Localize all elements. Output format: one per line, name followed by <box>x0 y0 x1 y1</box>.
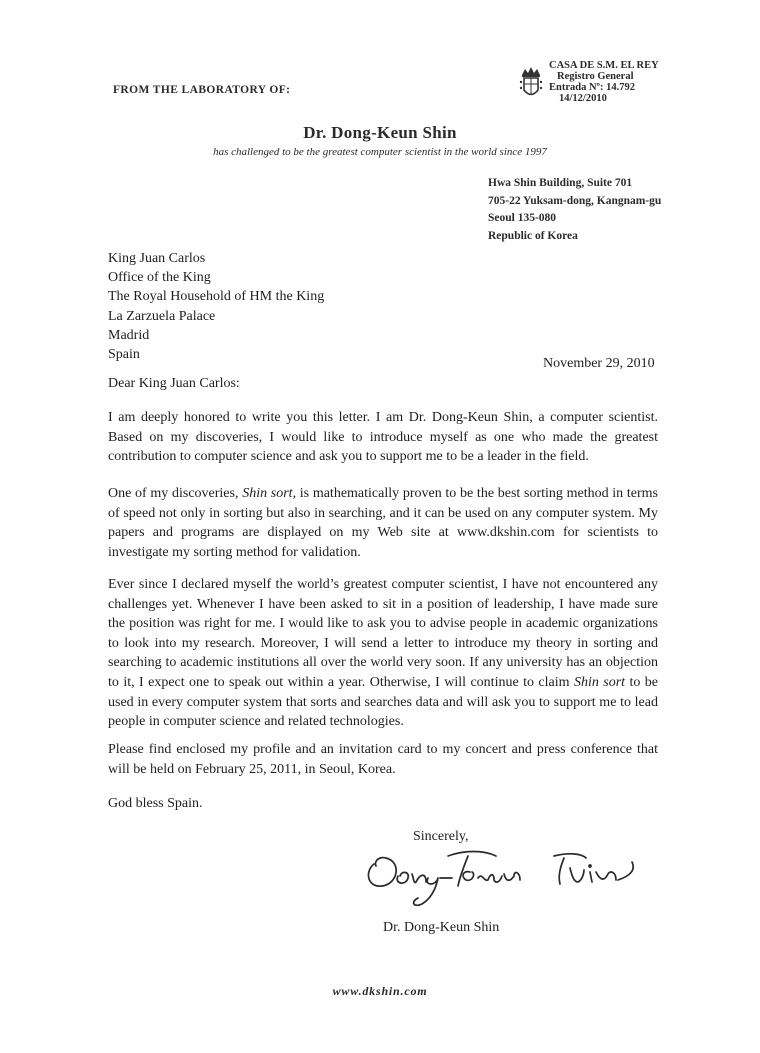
salutation: Dear King Juan Carlos: <box>108 376 240 391</box>
letterhead-tagline: has challenged to be the greatest computer scientist in the world since 1997 <box>213 146 547 158</box>
sender-address <box>488 175 661 245</box>
shin-sort-emphasis: Shin sort <box>573 674 626 690</box>
body-paragraph-3-start: Ever since I declared myself the world’s greatest computer scientist, I have not encountered any challenges yet. Whenever I have been asked to sit in a position of leadership, I have made sure the position was right for me. I would like to ask you to advise people in academic organizations to look into my research. Moreover, I will send a letter to introduce my theory in sorting and searching to academic institutions all over the world very soon. If any university has an objection to it, I expect one to speak out within a year. Otherwise, I will continue to claim <box>108 577 658 690</box>
recipient-line-5: Madrid <box>108 327 150 343</box>
crown-crest-icon <box>518 66 544 102</box>
from-laboratory-label: FROM THE LABORATORY OF: <box>113 84 291 96</box>
signer-name: Dr. Dong-Keun Shin <box>383 920 500 935</box>
recipient-line-3: The Royal Household of HM the King <box>108 289 325 305</box>
body-paragraph-2-start: One of my discoveries, <box>108 486 243 501</box>
stamp-line-2: Registro General <box>557 71 634 82</box>
body-paragraph-3 <box>108 575 658 732</box>
stamp-line-1: CASA DE S.M. EL REY <box>549 60 659 71</box>
valediction: Sincerely, <box>413 829 469 844</box>
blessing: God bless Spain. <box>108 796 203 811</box>
stamp-line-3: Entrada Nº: 14.792 <box>549 82 636 93</box>
recipient-address <box>108 249 324 364</box>
sender-address-line-4: Republic of Korea <box>488 229 578 242</box>
sender-address-line-3: Seoul 135-080 <box>488 212 557 224</box>
letter-date: November 29, 2010 <box>543 356 655 371</box>
sender-address-line-1: Hwa Shin Building, Suite 701 <box>488 177 633 189</box>
shin-sort-emphasis: Shin sort <box>242 486 293 501</box>
handwritten-signature <box>360 842 640 912</box>
stamp-text <box>549 60 659 104</box>
recipient-line-6: Spain <box>108 347 140 363</box>
body-paragraph-1: I am deeply honored to write you this letter. I am Dr. Dong-Keun Shin, a computer scientist. Based on my discoveries, I would like to introduce myself as one who made the greatest contribution to computer science and ask you to support me to be a leader in the field. <box>108 410 658 465</box>
registry-stamp <box>512 60 672 112</box>
sender-address-line-2: 705-22 Yuksam-dong, Kangnam-gu <box>488 194 662 207</box>
website-footer: www.dkshin.com <box>332 984 428 998</box>
body-paragraph-3-end: to be used in every computer system that sorts and searches data and will ask you to support me to lead people in computer science and related technologies. <box>108 674 658 730</box>
body-paragraph-2-end: , is mathematically proven to be the best sorting method in terms of speed not only in sorting but also in searching, and it can be used on any computer system. My papers and programs are displayed on my Web site at www.dkshin.com for scientists to investigate my sorting method for validation. <box>108 486 658 560</box>
body-paragraph-2 <box>108 484 658 562</box>
body-paragraph-4: Please find enclosed my profile and an invitation card to my concert and press conference that will be held on February 25, 2011, in Seoul, Korea. <box>108 742 658 777</box>
recipient-line-4: La Zarzuela Palace <box>108 308 216 324</box>
recipient-line-1: King Juan Carlos <box>108 251 206 266</box>
letterhead-name: Dr. Dong-Keun Shin <box>303 123 457 142</box>
recipient-line-2: Office of the King <box>108 270 211 286</box>
stamp-line-4: 14/12/2010 <box>559 93 607 104</box>
